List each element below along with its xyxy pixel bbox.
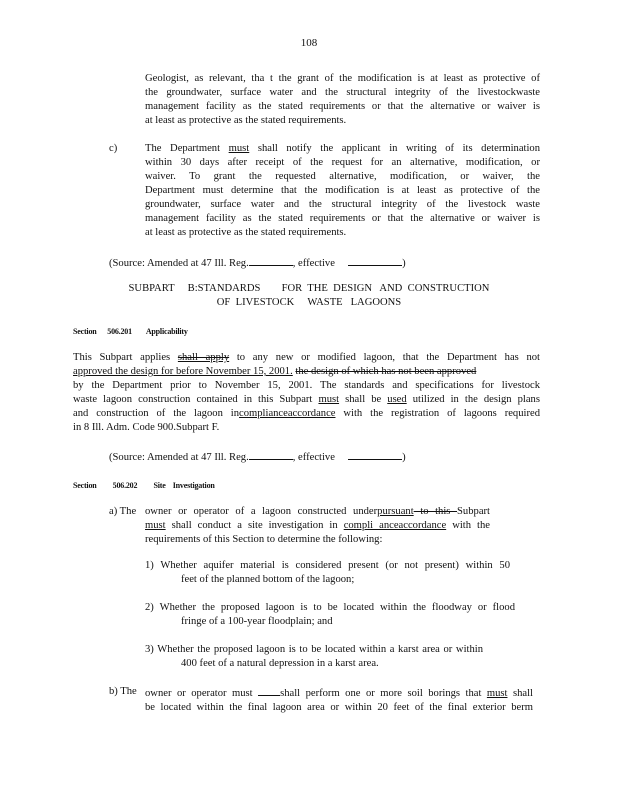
source-note: [109, 449, 509, 465]
text-line: requirements of this Section to determine the following:: [145, 534, 383, 545]
list-item-1: [145, 559, 510, 587]
subpart-heading-line2: OF LIVESTOCK WASTE LAGOONS: [216, 297, 402, 308]
underlined-insertion: must: [486, 688, 508, 699]
text-line: 2) Whether the proposed lagoon is to be located within the floodway or flood: [145, 602, 515, 613]
blank-line: [348, 449, 402, 460]
text-line: 3) Whether the proposed lagoon is to be located within a karst area or within: [145, 644, 483, 655]
text-line: must shall conduct a site investigation in compli anceaccordance with the: [145, 520, 490, 531]
stricken-text: to this: [413, 506, 458, 517]
subpart-heading-line1: SUBPART B:STANDARDS FOR THE DESIGN AND CONSTRUCTION: [128, 283, 490, 294]
text-line: management facility as the stated requirements or that the alternative or waiver is: [145, 213, 540, 224]
text-line: by the Department prior to November 15, 2001. The standards and specifications for livestock: [73, 380, 540, 391]
text-line: Department must determine that the modification is at least as protective of the: [145, 185, 540, 196]
text-line: The Department must shall notify the applicant in writing of its determination: [145, 143, 541, 154]
underlined-insertion: must: [318, 394, 340, 405]
text-line: in 8 Ill. Adm. Code 900.Subpart F.: [73, 422, 220, 433]
text-line: 400 feet of a natural depression in a karst area.: [181, 658, 379, 669]
text-line: feet of the planned bottom of the lagoon;: [181, 574, 355, 585]
underlined-insertion: pursuant: [377, 506, 414, 517]
paragraph-c: [145, 142, 540, 240]
paragraph-b: [145, 685, 533, 715]
text-line: fringe of a 100-year floodplain; and: [181, 616, 333, 627]
item-label-b: b) The: [109, 686, 137, 697]
text-line: groundwater, surface water and the structural integrity of the livestock waste: [145, 199, 540, 210]
underlined-insertion: must: [145, 520, 166, 531]
source-note: [109, 255, 509, 271]
text-line: at least as protective as the stated requirements.: [145, 115, 347, 126]
text-line: at least as protective as the stated requirements.: [145, 227, 347, 238]
text-line: owner or operator must shall perform one or more soil borings that must shall: [145, 685, 533, 701]
text-line: 1) Whether aquifer material is considered present (or not present) within 50: [145, 560, 510, 571]
text-line: waiver. To grant the requested alternative, modification, or waiver, the: [145, 171, 540, 182]
blank-line: [249, 449, 293, 460]
list-item-3: [145, 643, 483, 671]
text-line: within 30 days after receipt of the request for an alternative, modification, or: [145, 157, 540, 168]
text-line: be located within the final lagoon area or within 20 feet of the final exterior berm: [145, 702, 533, 713]
text-line: This Subpart applies shall apply to any new or modified lagoon, that the Department has not: [73, 352, 541, 363]
paragraph-continuation: [145, 72, 540, 128]
text-line: and construction of the lagoon incomplianceaccordance with the registration of lagoons required: [73, 408, 540, 419]
text-line: waste lagoon construction contained in this Subpart must shall be used utilized in the design plans: [73, 394, 540, 405]
underlined-insertion: complianceaccordance: [239, 408, 336, 419]
text-line: the groundwater, surface water and the structural integrity of the livestockwaste: [145, 87, 540, 98]
stricken-text: shall apply: [177, 352, 230, 363]
paragraph-applicability: [73, 351, 540, 435]
underlined-insertion: approved the design for before November 15, 2001.: [73, 366, 293, 377]
section-heading-506-201: Section 506.201 Applicability: [73, 327, 188, 336]
text-line: owner or operator of a lagoon constructed underpursuant to this Subpart: [145, 506, 490, 517]
list-item-2: [145, 601, 515, 629]
text-line: Geologist, as relevant, tha t the grant of the modification is at least as protective of: [145, 73, 540, 84]
text-line: [73, 365, 540, 379]
paragraph-a: [145, 505, 490, 547]
blank-line: [348, 255, 402, 266]
item-label-a: a) The: [109, 506, 137, 517]
blank-line: [249, 255, 293, 266]
text-line: (Source: Amended at 47 Ill. Reg. , effective ): [109, 255, 509, 271]
section-heading-506-202: Section 506.202 Site Investigation: [73, 481, 215, 490]
text-line: (Source: Amended at 47 Ill. Reg. , effective ): [109, 449, 509, 465]
text-line: management facility as the stated requirements or that the alternative or waiver is: [145, 101, 540, 112]
stricken-text: the design of which has not been approved: [295, 366, 477, 377]
blank-line: [258, 685, 280, 696]
item-label-c: c): [109, 143, 118, 154]
page-number: 108: [300, 37, 318, 49]
underlined-insertion: used: [387, 394, 407, 405]
underlined-insertion: compli anceaccordance: [343, 520, 447, 531]
underlined-insertion: must: [228, 143, 250, 154]
